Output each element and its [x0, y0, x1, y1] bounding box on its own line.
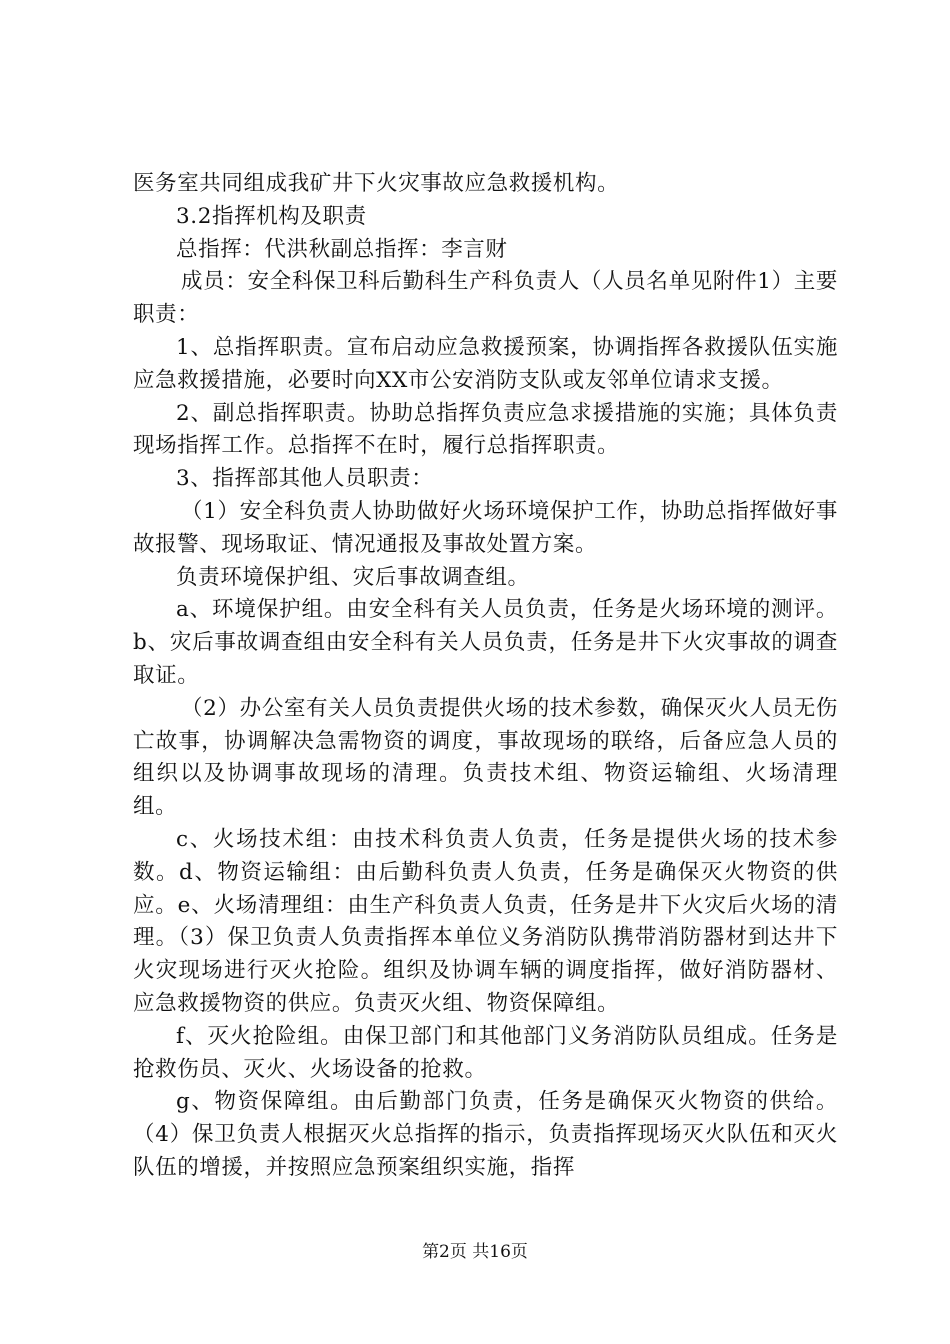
- paragraph-duty-3: 3、指挥部其他人员职责：: [176, 466, 434, 492]
- paragraph-commanders: 总指挥：代洪秋副总指挥：李言财: [176, 236, 508, 262]
- paragraph-groups-1: 负责环境保护组、灾后事故调查组。: [176, 564, 530, 590]
- paragraph-duty-1: 1、总指挥职责。宣布启动应急救援预案，协调指挥各救援队伍实施应急救援措施，必要时向XX市公安消防支队或友邻单位请求支援。: [133, 334, 838, 393]
- paragraph-item-2: （2）办公室有关人员负责提供火场的技术参数，确保灭火人员无伤亡故事，协调解决急需物资的调度，事故现场的联络，后备应急人员的组织以及协调事故现场的清理。负责技术组、物资运输组、火场清理组。: [133, 695, 838, 820]
- paragraph-groups-c-e: c、火场技术组：由技术科负责人负责，任务是提供火场的技术参数。d、物资运输组：由后勤科负责人负责，任务是确保灭火物资的供应。e、火场清理组：由生产科负责人负责，任务是井下火灾后火场的清理。（3）保卫负责人负责指挥本单位义务消防队携带消防器材到达井下火灾现场进行灭火抢险。组织及协调车辆的调度指挥，做好消防器材、应急救援物资的供应。负责灭火组、物资保障组。: [133, 826, 838, 1016]
- document-body: [133, 168, 838, 1185]
- paragraph-group-g: g、物资保障组。由后勤部门负责，任务是确保灭火物资的供给。（4）保卫负责人根据灭火总指挥的指示，负责指挥现场灭火队伍和灭火队伍的增援，并按照应急预案组织实施，指挥: [133, 1089, 838, 1180]
- page-number-footer: 第2页 共16页: [422, 1242, 528, 1262]
- paragraph-duty-2: 2、副总指挥职责。协助总指挥负责应急求援措施的实施；具体负责现场指挥工作。总指挥不在时，履行总指挥职责。: [133, 400, 838, 459]
- section-heading: 3.2指挥机构及职责: [176, 203, 367, 229]
- paragraph-group-f: f、灭火抢险组。由保卫部门和其他部门义务消防队员组成。任务是抢救伤员、灭火、火场设备的抢救。: [133, 1023, 838, 1082]
- paragraph-groups-a-b: a、环境保护组。由安全科有关人员负责，任务是火场环境的测评。b、灾后事故调查组由安全科有关人员负责，任务是井下火灾事故的调查取证。: [133, 597, 838, 688]
- paragraph-continuation: 医务室共同组成我矿井下火灾事故应急救援机构。: [133, 171, 620, 196]
- paragraph-members: 成员：安全科保卫科后勤科生产科负责人（人员名单见附件1）主要职责：: [133, 269, 838, 328]
- paragraph-item-1: （1）安全科负责人协助做好火场环境保护工作，协助总指挥做好事故报警、现场取证、情况通报及事故处置方案。: [133, 498, 838, 557]
